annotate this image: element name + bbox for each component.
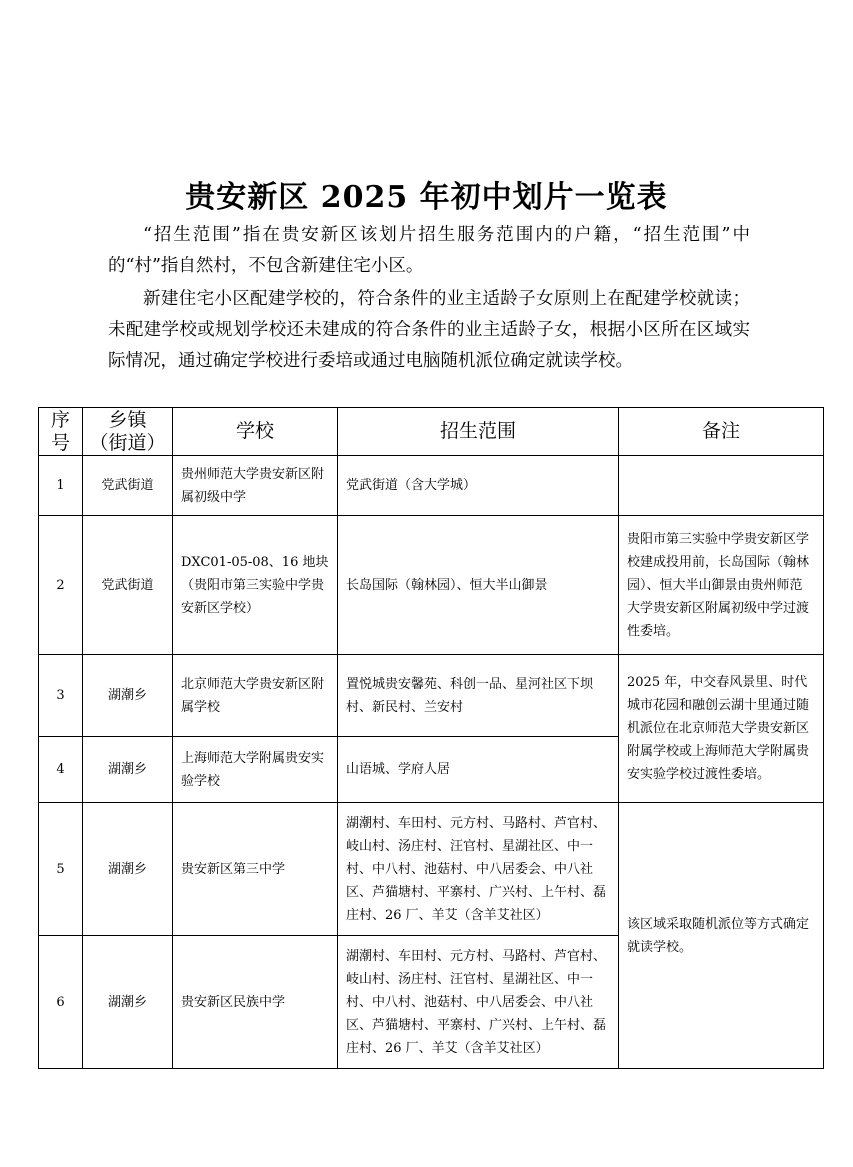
header-town [83,408,173,456]
header-school: 学校 [173,408,338,456]
header-seq [39,408,83,456]
cell-seq: 2 [39,516,83,655]
cell-remark: 贵阳市第三实验中学贵安新区学校建成投用前，长岛国际（翰林园）、恒大半山御景由贵州师范大学贵安新区附属初级中学过渡性委培。 [619,516,824,655]
table-row [39,516,824,655]
page-title: 贵安新区 2025 年初中划片一览表 [185,180,668,215]
table-row [39,456,824,516]
cell-seq: 5 [39,803,83,936]
cell-town: 党武街道 [83,516,173,655]
cell-scope: 湖潮村、车田村、元方村、马路村、芦官村、岐山村、汤庄村、汪官村、星湖社区、中一村、中八村、池菇村、中八居委会、中八社区、芦猫塘村、平寨村、广兴村、上午村、磊庄村、26 厂、羊艾（含羊艾社区） [338,936,619,1069]
intro-paragraph-2: 新建住宅小区配建学校的，符合条件的业主适龄子女原则上在配建学校就读；未配建学校或规划学校还未建成的符合条件的业主适龄子女，根据小区所在区域实际情况，通过确定学校进行委培或通过电脑随机派位确定就读学校。 [108,289,750,371]
cell-seq: 3 [39,655,83,737]
table-header-row [39,408,824,456]
table-row [39,655,824,737]
cell-town: 湖潮乡 [83,803,173,936]
cell-town: 党武街道 [83,456,173,516]
cell-remark: 2025 年，中交春风景里、时代城市花园和融创云湖十里通过随机派位在北京师范大学贵安新区附属学校或上海师范大学附属贵安实验学校过渡性委培。 [619,655,824,803]
cell-school: 贵安新区第三中学 [173,803,338,936]
cell-remark [619,456,824,516]
cell-scope: 置悦城贵安馨苑、科创一品、星河社区下坝村、新民村、兰安村 [338,655,619,737]
header-town-line1: 乡镇 [108,408,147,431]
cell-town: 湖潮乡 [83,936,173,1069]
intro-paragraph-1: “招生范围”指在贵安新区该划片招生服务范围内的户籍，“招生范围”中的“村”指自然村，不包含新建住宅小区。 [108,225,750,276]
cell-school: 贵州师范大学贵安新区附属初级中学 [173,456,338,516]
cell-remark: 该区域采取随机派位等方式确定就读学校。 [619,803,824,1069]
cell-scope: 山语城、学府人居 [338,737,619,803]
cell-school: DXC01-05-08、16 地块（贵阳市第三实验中学贵安新区学校） [173,516,338,655]
header-scope: 招生范围 [338,408,619,456]
cell-scope: 湖潮村、车田村、元方村、马路村、芦官村、岐山村、汤庄村、汪官村、星湖社区、中一村、中八村、池菇村、中八居委会、中八社区、芦猫塘村、平寨村、广兴村、上午村、磊庄村、26 厂、羊艾（含羊艾社区） [338,803,619,936]
cell-seq: 4 [39,737,83,803]
header-seq-line1: 序 [50,408,70,431]
cell-school: 北京师范大学贵安新区附属学校 [173,655,338,737]
table-row [39,803,824,936]
cell-school: 贵安新区民族中学 [173,936,338,1069]
cell-town: 湖潮乡 [83,655,173,737]
cell-seq: 6 [39,936,83,1069]
cell-school: 上海师范大学附属贵安实验学校 [173,737,338,803]
cell-scope: 长岛国际（翰林园）、恒大半山御景 [338,516,619,655]
header-remark: 备注 [619,408,824,456]
cell-town: 湖潮乡 [83,737,173,803]
cell-scope: 党武街道（含大学城） [338,456,619,516]
header-seq-line2: 号 [50,431,70,454]
cell-seq: 1 [39,456,83,516]
school-district-table [38,407,824,1069]
header-town-line2: （街道） [89,431,166,454]
